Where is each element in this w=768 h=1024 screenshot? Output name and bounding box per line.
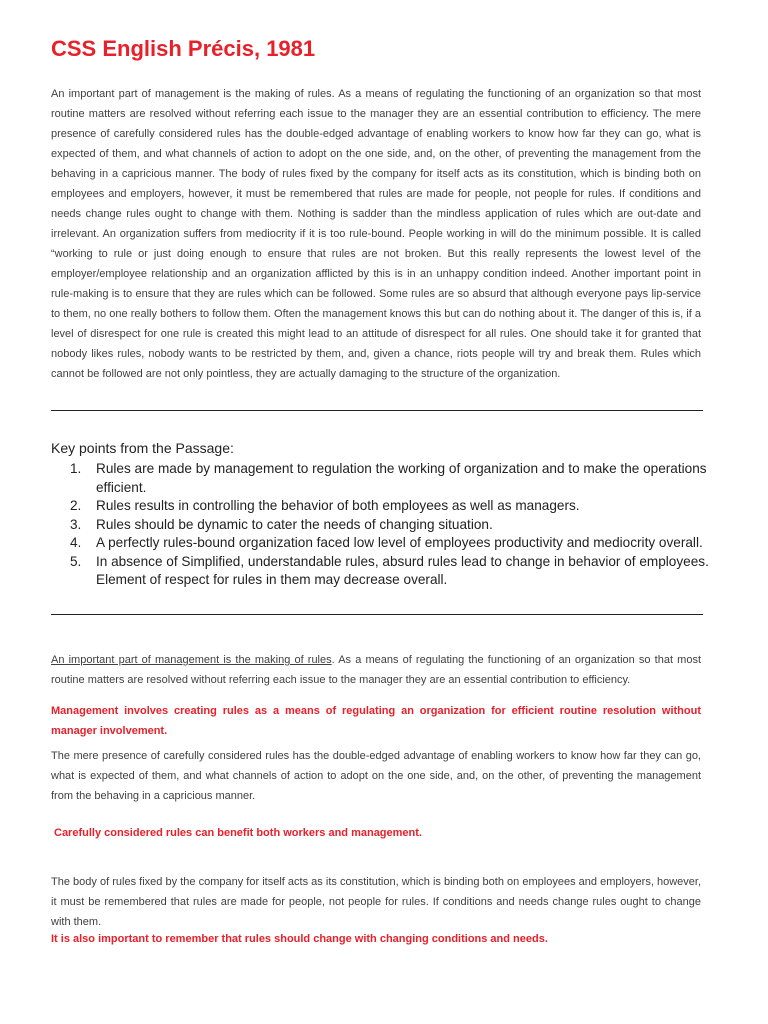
key-point-item bbox=[70, 516, 726, 535]
key-point-item bbox=[70, 460, 726, 497]
key-point-number: 5. bbox=[70, 553, 82, 569]
key-point-number: 1. bbox=[70, 461, 82, 476]
divider bbox=[51, 410, 703, 411]
analysis-paragraph bbox=[51, 650, 701, 690]
key-point-text: Rules should be dynamic to cater the needs of changing situation. bbox=[96, 516, 493, 532]
key-point-text: A perfectly rules-bound organization faced low level of employees productivity and mediocrity overall. bbox=[96, 535, 703, 550]
analysis-paragraph: The body of rules fixed by the company for itself acts as its constitution, which is binding both on employees and employers, however, it must be remembered that rules are made for people, not people for rules. If conditions and needs change rules ought to change with them. bbox=[51, 876, 701, 928]
key-point-text: In absence of Simplified, understandable rules, absurd rules lead to change in behavior of employees. Element of respect for rules in them may decrease overall. bbox=[96, 553, 709, 587]
key-points-heading: Key points from the Passage: bbox=[51, 440, 234, 456]
key-points-list bbox=[51, 460, 726, 590]
key-point-text: Rules are made by management to regulation the working of organization and to make the operations efficient. bbox=[96, 461, 707, 495]
summary-statement: It is also important to remember that rules should change with changing conditions and needs. bbox=[51, 933, 548, 945]
key-point-number: 4. bbox=[70, 535, 82, 550]
summary-statement: Carefully considered rules can benefit both workers and management. bbox=[54, 827, 422, 839]
summary-statement: Management involves creating rules as a means of regulating an organization for efficient routine resolution without manager involvement. bbox=[51, 705, 701, 737]
key-point-item bbox=[70, 553, 726, 590]
key-point-item bbox=[70, 497, 726, 516]
underlined-sentence: An important part of management is the making of rules bbox=[51, 654, 332, 666]
key-point-text: Rules results in controlling the behavior of both employees as well as managers. bbox=[96, 498, 580, 513]
divider bbox=[51, 614, 703, 615]
key-point-number: 2. bbox=[70, 498, 82, 513]
key-point-item bbox=[70, 534, 726, 553]
paragraph-text: . As a means of regulating the functioning of an organization so that most routine matters are resolved without referring each issue to the manager they are an essential contribution to efficiency. bbox=[51, 654, 702, 686]
passage-paragraph: An important part of management is the making of rules. As a means of regulating the functioning of an organization so that most routine matters are resolved without referring each issue to the manager they are an essential contribution to efficiency. The mere presence of carefully considered rules has the double-edged advantage of enabling workers to know how far they can go, what is expected of them, and what channels of action to adopt on the one side, and, on the other, of preventing the management from the behaving in a capricious manner. The body of rules fixed by the company for itself acts as its constitution, which is binding both on employees and employers, however, it must be remembered that rules are made for people, not people for rules. If conditions and needs change rules ought to change with them. Nothing is sadder than the mindless application of rules which are out-date and irrelevant. An organization suffers from mediocrity if it is too rule-bound. People working in will do the minimum possible. It is called “working to rule or just doing enough to ensure that rules are not broken. But this really represents the lowest level of the employer/employee relationship and an organization afflicted by this is in an unhappy condition indeed. Another important point in rule-making is to ensure that they are rules which can be followed. Some rules are so absurd that although everyone pays lip-service to them, no one really bothers to follow them. Often the management knows this but can do nothing about it. The danger of this is, if a level of disrespect for one rule is created this might lead to an attitude of disrespect for all rules. One should take it for granted that nobody likes rules, nobody wants to be restricted by them, and, given a chance, riots people will try and break them. Rules which cannot be followed are not only pointless, they are actually damaging to the structure of the organization. bbox=[51, 88, 701, 380]
key-point-number: 3. bbox=[70, 516, 82, 532]
page-title: CSS English Précis, 1981 bbox=[51, 36, 316, 61]
analysis-paragraph: The mere presence of carefully considered rules has the double-edged advantage of enabling workers to know how far they can go, what is expected of them, and what channels of action to adopt on the one side, and, on the other, of preventing the management from the behaving in a capricious manner. bbox=[51, 750, 701, 802]
